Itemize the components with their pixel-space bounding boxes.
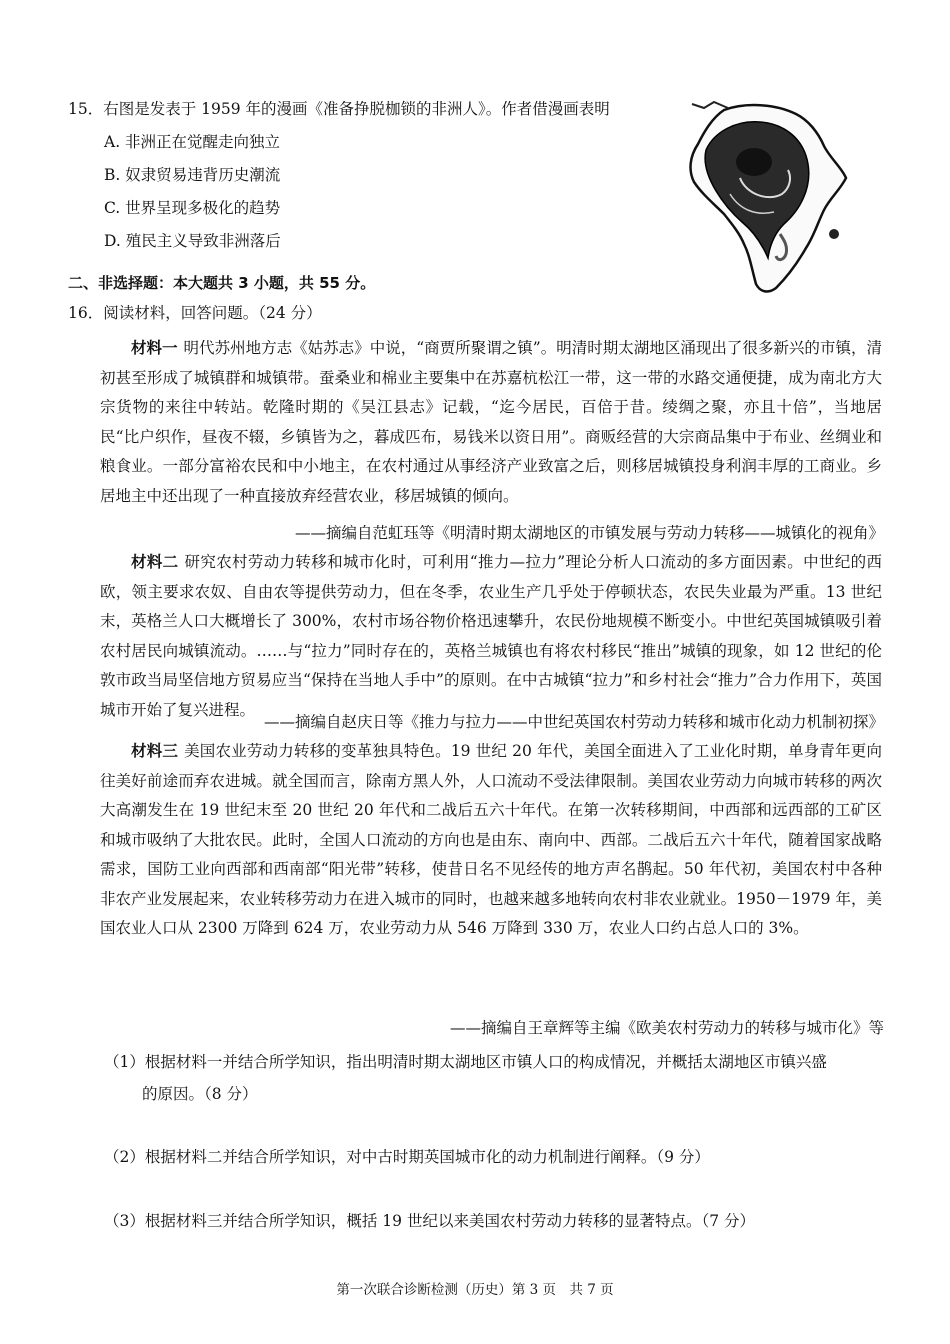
material-two-source: ——摘编自赵庆日等《推力与拉力——中世纪英国农村劳动力转移和城市化动力机制初探》 (263, 713, 884, 731)
option-c: C. 世界呈现多极化的趋势 (104, 199, 281, 217)
sub-question-text: （1）根据材料一并结合所学知识，指出明清时期太湖地区市镇人口的构成情况，并概括太湖地区市镇兴盛 (104, 1053, 827, 1071)
sub-question-continuation: 的原因。（8 分） (142, 1085, 258, 1103)
option-a: A. 非洲正在觉醒走向独立 (104, 133, 281, 151)
material-one (100, 334, 882, 511)
material-three (100, 737, 882, 944)
option-b: B. 奴隶贸易违背历史潮流 (104, 166, 281, 184)
page-footer: 第一次联合诊断检测（历史）第 3 页 共 7 页 (336, 1282, 614, 1298)
sub-question-1 (104, 1046, 882, 1110)
material-text: 研究农村劳动力转移和城市化时，可利用“推力—拉力”理论分析人口流动的多方面因素。中世纪的西欧，领主要求农奴、自由农等提供劳动力，但在冬季，农业生产几乎处于停顿状态，农民失业最为严重。13 世纪末，英格兰人口大概增长了 300%，农村市场谷物价格迅速攀升，农民份地规模不断变小。中世纪英国城镇吸引着农村居民向城镇流动。……与“拉力”同时存在的，英格兰城镇也有将农村移民“推出”城镇的现象，如 12 世纪的伦敦市政当局坚信地方贸易应当“保持在当地人手中”的原则。在中古城镇“拉力”和乡村社会“推力”合力作用下，英国城市开始了复兴进程。 (100, 553, 882, 719)
material-label: 材料二 (131, 553, 179, 571)
sub-question-3 (104, 1205, 882, 1237)
material-three-source: ——摘编自王章辉等主编《欧美农村劳动力的转移与城市化》等 (449, 1019, 884, 1037)
question-15-stem: 15．右图是发表于 1959 年的漫画《准备挣脱枷锁的非洲人》。作者借漫画表明 (68, 100, 610, 118)
figure-head (736, 148, 772, 176)
material-two (100, 548, 882, 725)
material-label: 材料三 (131, 742, 179, 760)
question-16-stem: 16．阅读材料，回答问题。（24 分） (68, 304, 322, 322)
section-heading: 二、非选择题：本大题共 3 小题，共 55 分。 (68, 274, 376, 292)
material-one-source: ——摘编自范虹珏等《明清时期太湖地区的市镇发展与劳动力转移——城镇化的视角》 (294, 524, 884, 542)
material-label: 材料一 (131, 339, 178, 357)
material-text: 美国农业劳动力转移的变革独具特色。19 世纪 20 年代，美国全面进入了工业化时期，单身青年更向往美好前途而弃农进城。就全国而言，除南方黑人外，人口流动不受法律限制。美国农业劳动力向城市转移的两次大高潮发生在 19 世纪末至 20 世纪 20 年代和二战后五六十年代。在第一次转移期间，中西部和远西部的工矿区和城市吸纳了大批农民。此时，全国人口流动的方向也是由东、南向中、西部。二战后五六十年代，随着国家战略需求，国防工业向西部和西南部“阳光带”转移，使昔日名不见经传的地方声名鹊起。50 年代初，美国农村中各种非农产业发展起来，农业转移劳动力在进入城市的同时，也越来越多地转向农村非农业就业。1950－1979 年，美国农业人口从 2300 万降到 624 万，农业劳动力从 546 万降到 330 万，农业人口约占总人口的 3%。 (100, 742, 882, 937)
option-d: D. 殖民主义导致非洲落后 (104, 232, 281, 250)
sub-question-2 (104, 1141, 882, 1173)
sub-question-text: （3）根据材料三并结合所学知识，概括 19 世纪以来美国农村劳动力转移的显著特点。（7 分） (104, 1212, 755, 1230)
sub-question-text: （2）根据材料二并结合所学知识，对中古时期英国城市化的动力机制进行阐释。（9 分） (104, 1148, 710, 1166)
material-text: 明代苏州地方志《姑苏志》中说，“商贾所聚谓之镇”。明清时期太湖地区涌现出了很多新兴的市镇，清初甚至形成了城镇群和城镇带。蚕桑业和棉业主要集中在苏嘉杭松江一带，这一带的水路交通便捷，成为南北方大宗货物的来往中转站。乾隆时期的《吴江县志》记载，“迄今居民，百倍于昔。绫绸之聚，亦且十倍”，当地居民“比户织作，昼夜不辍，乡镇皆为之，暮成匹布，易钱米以资日用”。商贩经营的大宗商品集中于布业、丝绸业和粮食业。一部分富裕农民和中小地主，在农村通过从事经济产业致富之后，则移居城镇投身利润丰厚的工商业。乡居地主中还出现了一种直接放弃经营农业，移居城镇的倾向。 (100, 339, 882, 505)
africa-cartoon-image (684, 98, 850, 298)
